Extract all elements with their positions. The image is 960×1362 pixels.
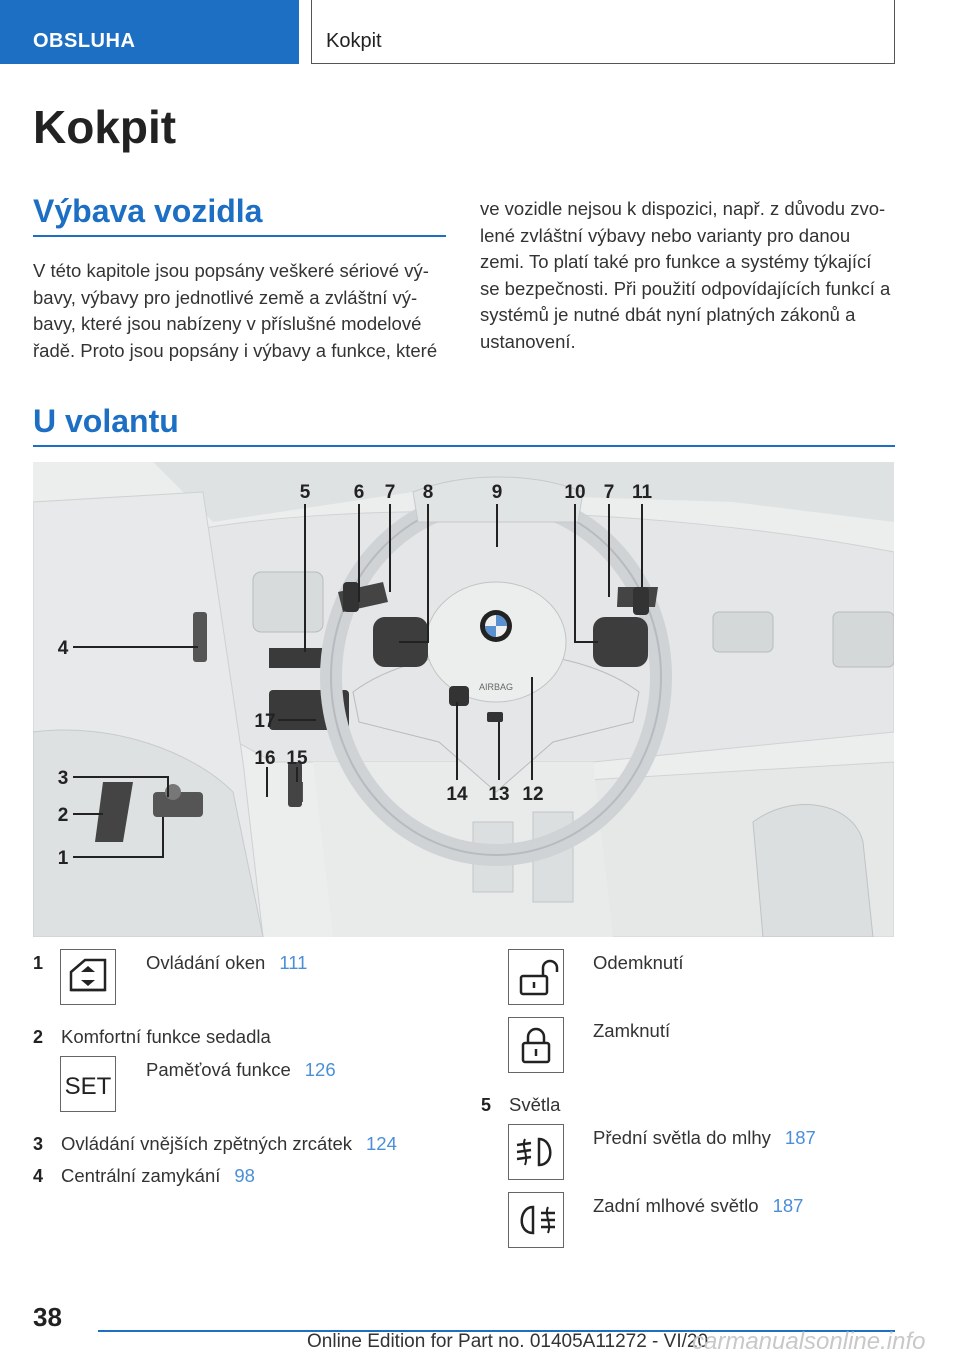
legend-item-seat-comfort: Komfortní funkce sedadla xyxy=(61,1026,271,1047)
window-control-icon xyxy=(60,949,116,1005)
section-rule xyxy=(33,445,895,447)
callout-7b: 7 xyxy=(603,482,615,503)
callout-17: 17 xyxy=(254,711,276,732)
callout-6: 6 xyxy=(353,482,365,503)
page-number: 38 xyxy=(33,1302,62,1332)
callout-1: 1 xyxy=(57,848,69,869)
footer-edition: Online Edition for Part no. 01405A11272 - VI/20 xyxy=(307,1331,709,1352)
section-tab: OBSLUHA xyxy=(0,0,299,64)
svg-text:SET: SET xyxy=(64,1073,112,1100)
legend-num-4: 4 xyxy=(33,1166,44,1186)
callout-7: 7 xyxy=(384,482,396,503)
paragraph-column-1: V této kapitole jsou popsány veškeré sériové vý- bavy, výbavy pro jednotlivé země a zvláštní vý- bavy, které jsou nabízeny v příslušné modelové řadě. Proto jsou popsány i výbavy a funkce, které xyxy=(33,260,438,361)
legend-item-unlock: Odemknutí xyxy=(593,952,684,973)
legend-item-mirror-control: Ovládání vnějších zpětných zrcátek 124 xyxy=(61,1133,397,1154)
legend-num-2: 2 xyxy=(33,1027,44,1047)
legend-item-central-locking: Centrální zamykání 98 xyxy=(61,1165,255,1186)
callout-16: 16 xyxy=(254,748,276,769)
callout-11: 11 xyxy=(631,482,653,503)
chapter-tab: Kokpit xyxy=(311,0,895,64)
lock-icon xyxy=(508,1017,564,1073)
legend-num-3: 3 xyxy=(33,1134,44,1154)
callout-2: 2 xyxy=(57,805,69,826)
legend-item-front-fog: Přední světla do mlhy 187 xyxy=(593,1127,816,1148)
legend-item-rear-fog: Zadní mlhové světlo 187 xyxy=(593,1195,804,1216)
callout-12: 12 xyxy=(522,784,544,805)
legend-num-5: 5 xyxy=(481,1095,492,1115)
legend-num-1: 1 xyxy=(33,953,44,973)
page-ref-111[interactable]: 111 xyxy=(279,952,308,973)
cockpit-illustration xyxy=(33,462,894,937)
callout-15: 15 xyxy=(286,748,308,769)
callout-14: 14 xyxy=(446,784,468,805)
callout-5: 5 xyxy=(299,482,311,503)
unlock-icon xyxy=(508,949,564,1005)
callout-3: 3 xyxy=(57,768,69,789)
rear-fog-light-icon xyxy=(508,1192,564,1248)
callout-13: 13 xyxy=(488,784,510,805)
legend-item-window-control: Ovládání oken 111 xyxy=(146,952,308,973)
callout-10: 10 xyxy=(564,482,586,503)
page-ref-187-rear[interactable]: 187 xyxy=(772,1195,804,1216)
page-ref-124[interactable]: 124 xyxy=(366,1133,397,1154)
callout-9: 9 xyxy=(491,482,503,503)
set-memory-icon xyxy=(60,1056,116,1112)
section-heading-vybava: Výbava vozidla xyxy=(33,193,263,229)
page-ref-187-front[interactable]: 187 xyxy=(784,1127,816,1148)
page-title: Kokpit xyxy=(33,101,177,153)
airbag-label: AIRBAG xyxy=(478,682,514,692)
paragraph-column-2: ve vozidle nejsou k dispozici, např. z důvodu zvo- lené zvláštní výbavy nebo varianty pro danou zemi. To platí také pro funkce a systémy týkající se bezpečnosti. Při použití odpovídajících funkcí a systémů je nutné dbát nyní platných zákonů a ustanovení. xyxy=(480,198,891,352)
watermark: carmanualsonline.info xyxy=(692,1328,926,1355)
section-rule xyxy=(33,235,446,237)
legend-item-lights: Světla xyxy=(509,1094,561,1115)
page-ref-98[interactable]: 98 xyxy=(234,1165,255,1186)
section-heading-u-volantu: U volantu xyxy=(33,403,179,439)
legend-item-lock: Zamknutí xyxy=(593,1020,671,1041)
front-fog-light-icon xyxy=(508,1124,564,1180)
callout-8: 8 xyxy=(422,482,434,503)
page-ref-126[interactable]: 126 xyxy=(304,1059,336,1080)
callout-4: 4 xyxy=(57,638,69,659)
legend-item-memory-function: Paměťová funkce 126 xyxy=(146,1059,336,1080)
